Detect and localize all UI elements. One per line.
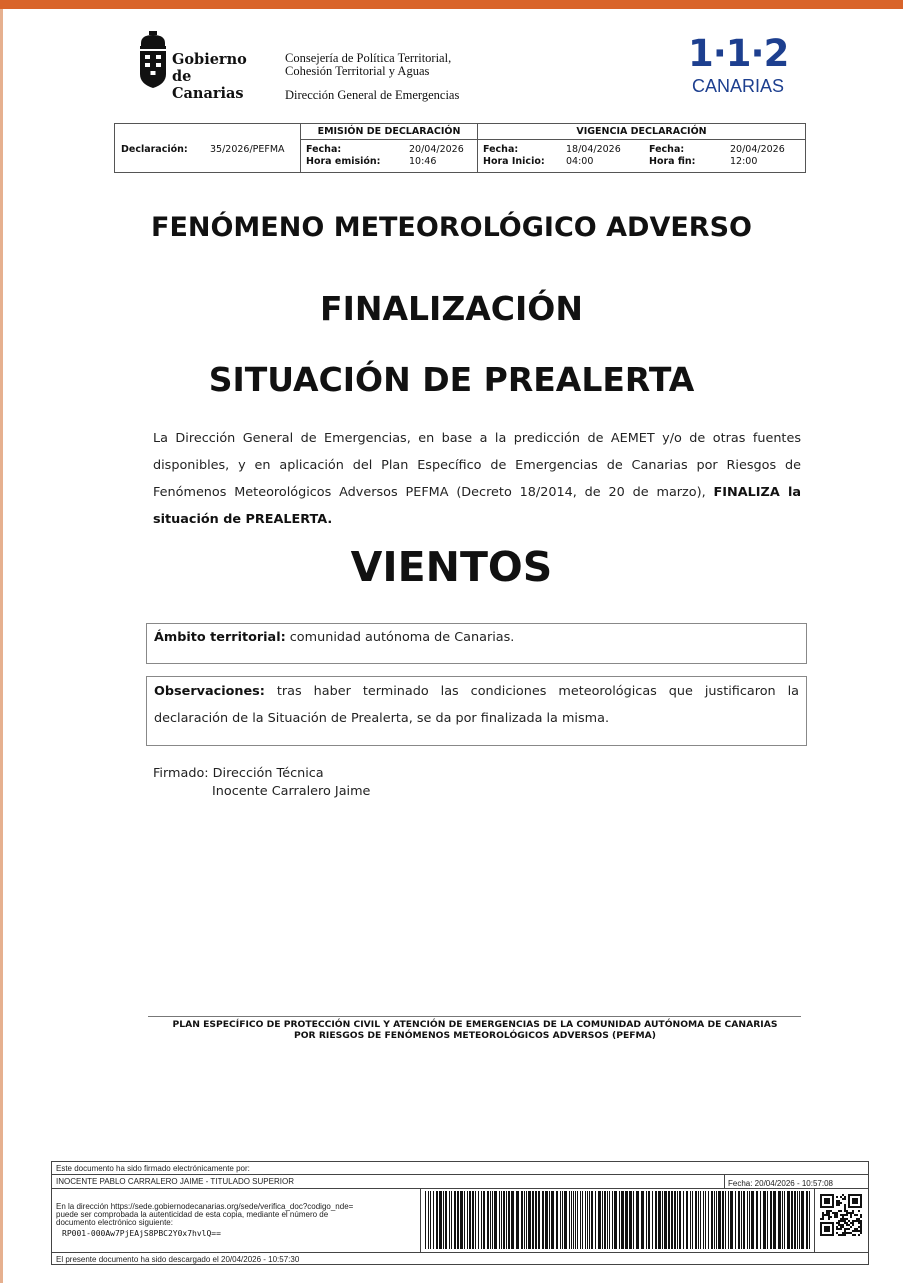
verifica-line1: En la dirección https://sede.gobiernodecanarias.org/sede/verifica_doc?codigo_nde=: [56, 1202, 354, 1211]
firma-line2: Inocente Carralero Jaime: [212, 784, 371, 799]
gobierno-canarias-logo: [136, 30, 264, 102]
vigencia-hora-inicio-label: Hora Inicio:: [483, 156, 545, 167]
emision-header: EMISIÓN DE DECLARACIÓN: [317, 126, 461, 137]
ambito-box: [146, 623, 807, 664]
logo-112-canarias: [688, 34, 788, 98]
emision-fecha-label: Fecha:: [306, 144, 342, 155]
emision-hora-value: 10:46: [409, 156, 437, 167]
paragraph-bold-text: FINALIZA la situación de PREALERTA.: [153, 485, 801, 527]
descargado-text: El presente documento ha sido descargado el 20/04/2026 - 10:57:30: [56, 1255, 300, 1264]
footer-plan-text: [140, 1019, 810, 1041]
footer-line1: PLAN ESPECÍFICO DE PROTECCIÓN CIVIL Y ATENCIÓN DE EMERGENCIAS DE LA COMUNIDAD AUTÓNOMA DE CANARIAS: [172, 1019, 778, 1030]
logo-112-number: 1·1·2: [688, 32, 789, 75]
footer-line2: POR RIESGOS DE FENÓMENOS METEOROLÓGICOS ADVERSOS (PEFMA): [294, 1030, 656, 1041]
gobierno-line2: de Canarias: [172, 68, 244, 102]
ambito-value: comunidad autónoma de Canarias.: [285, 630, 515, 645]
verifica-line2: puede ser comprobada la autenticidad de esta copia, mediante el número de: [56, 1210, 329, 1219]
firma-block: [153, 765, 370, 801]
observaciones-box: [146, 676, 807, 746]
vigencia-fecha-fin-value: 20/04/2026: [730, 144, 785, 155]
vigencia-hora-inicio-value: 04:00: [566, 156, 594, 167]
vigencia-hora-fin-label: Hora fin:: [649, 156, 696, 167]
fenomeno-title: FENÓMENO METEOROLÓGICO ADVERSO: [151, 212, 752, 243]
finalizacion-title: FINALIZACIÓN: [320, 289, 583, 328]
firmado-text: Este documento ha sido firmado electrónicamente por:: [56, 1164, 250, 1173]
observaciones-value: tras haber terminado las condiciones meteorológicas que justificaron la declaración de la Situación de Prealerta, se da por finalizada la misma.: [154, 684, 799, 726]
footer-divider: [148, 1016, 801, 1017]
vigencia-header: VIGENCIA DECLARACIÓN: [576, 126, 707, 137]
consejeria-line2: Cohesión Territorial y Aguas: [285, 64, 430, 78]
firma-line1: Firmado: Dirección Técnica: [153, 766, 324, 781]
declaration-table: [114, 123, 806, 173]
vientos-title: VIENTOS: [350, 543, 553, 591]
declaracion-label: Declaración:: [121, 144, 188, 155]
consejeria-name: [285, 52, 451, 78]
barcode-icon: [425, 1191, 810, 1249]
paragraph-text: La Dirección General de Emergencias, en base a la predicción de AEMET y/o de otras fuentes disponibles, y en aplicación del Plan Específico de Emergencias de Canarias por Riesgos de Fenómenos Meteorológicos Adversos PEFMA (Decreto 18/2014, de 20 de marzo),: [153, 431, 801, 500]
qr-code-icon: [820, 1194, 862, 1236]
verifica-line3: documento electrónico siguiente:: [56, 1218, 173, 1227]
page-left-edge: [0, 9, 3, 1283]
coat-of-arms-icon: [136, 30, 170, 90]
logo-112-text: CANARIAS: [691, 76, 785, 96]
document-code: RP001-000Aw7PjEAjS8PBC2Y0x7hvlQ==: [62, 1229, 221, 1238]
vigencia-fecha-fin-label: Fecha:: [649, 144, 685, 155]
consejeria-line1: Consejería de Política Territorial,: [285, 51, 452, 65]
emision-hora-label: Hora emisión:: [306, 156, 381, 167]
emision-fecha-value: 20/04/2026: [409, 144, 464, 155]
vigencia-hora-fin-value: 12:00: [730, 156, 758, 167]
direccion-general: Dirección General de Emergencias: [285, 88, 460, 102]
situacion-title: SITUACIÓN DE PREALERTA: [208, 360, 695, 399]
ambito-label: Ámbito territorial:: [154, 630, 286, 645]
gobierno-line1: Gobierno: [172, 51, 247, 68]
observaciones-label: Observaciones:: [154, 684, 265, 699]
declaration-paragraph: [153, 425, 801, 533]
firmante-text: INOCENTE PABLO CARRALERO JAIME - TITULADO SUPERIOR: [56, 1177, 294, 1186]
vigencia-fecha-inicio-value: 18/04/2026: [566, 144, 621, 155]
vigencia-fecha-inicio-label: Fecha:: [483, 144, 519, 155]
electronic-signature-box: [51, 1161, 869, 1265]
fecha-firma: Fecha: 20/04/2026 - 10:57:08: [728, 1179, 833, 1188]
declaracion-value: 35/2026/PEFMA: [210, 144, 285, 155]
top-accent-bar: [0, 0, 903, 9]
